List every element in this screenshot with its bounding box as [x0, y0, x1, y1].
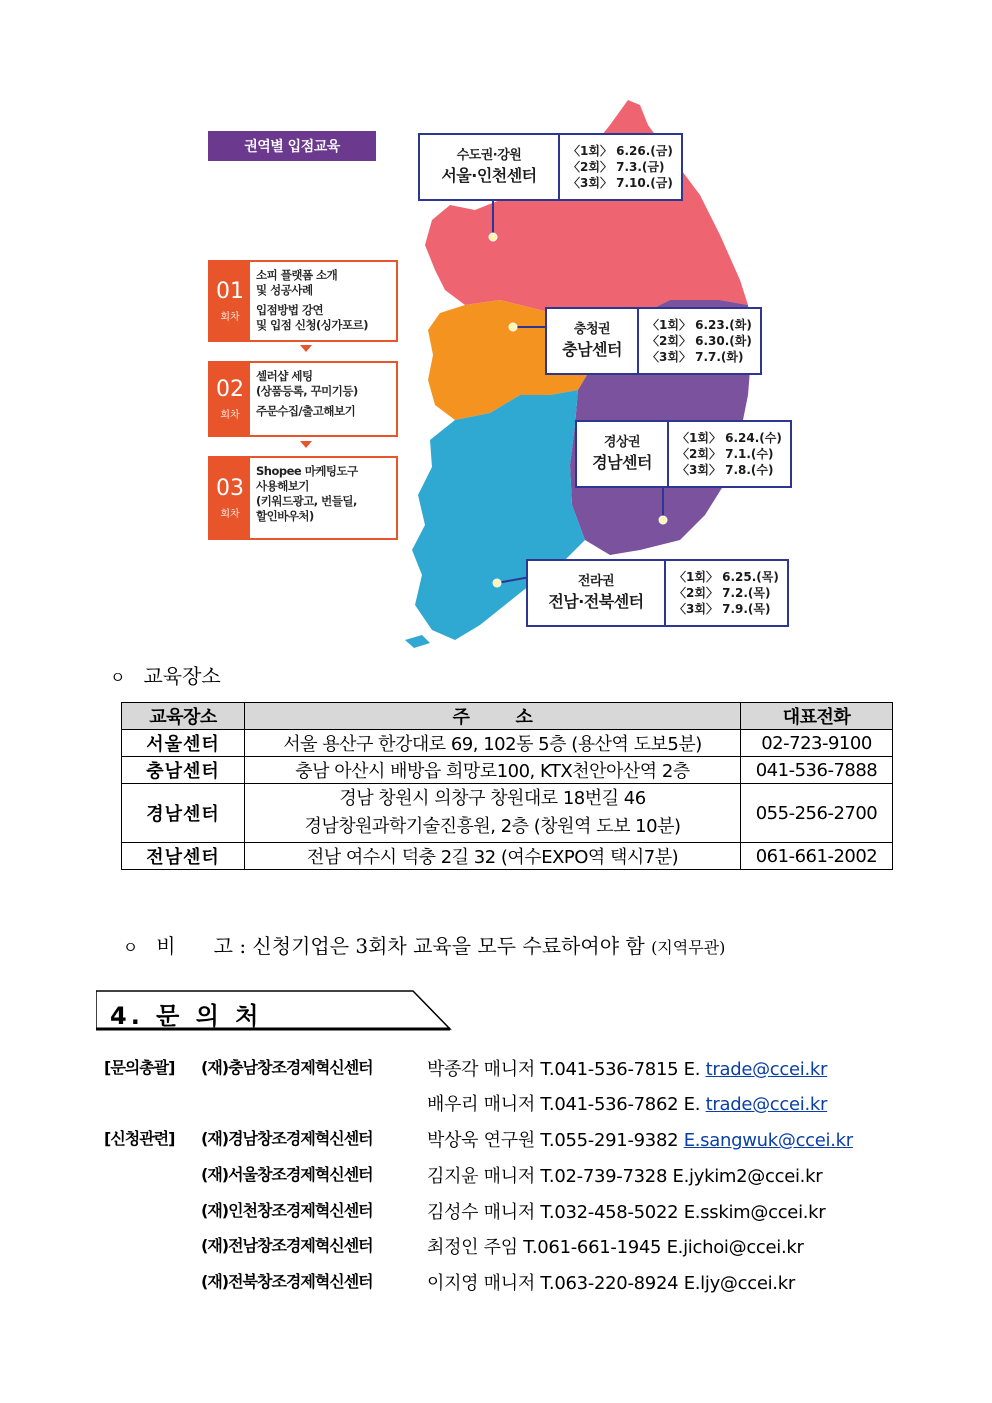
contact-row: 배우리 매니저 T.041-536-7862 E. trade@ccei.kr [427, 1094, 828, 1115]
contact-section-header [96, 990, 452, 1036]
arrow-down-icon [300, 441, 312, 448]
marker-seoul [489, 233, 497, 241]
arrow-down-icon [300, 345, 312, 352]
contact-row: (재)전남창조경제혁신센터 최정인 주임 T.061-661-1945 E.jichoi@ccei.kr [201, 1236, 804, 1258]
marker-gyeongnam [659, 516, 667, 524]
contact-row: [신청관련] (재)경남창조경제혁신센터 박상욱 연구원 T.055-291-9382 E.sangwuk@ccei.kr [104, 1129, 853, 1151]
email-text: E.ljy@ccei.kr [683, 1273, 795, 1294]
session-description: Shopee 마케팅도구 사용해보기 (키워드광고, 번들딜, 할인바우처) [256, 464, 358, 523]
regional-education-infographic [200, 95, 790, 650]
session-number: 02 회차 [210, 363, 250, 435]
bullet-icon: ㅇ [122, 938, 139, 957]
table-header-row: 교육장소 주 소 대표전화 [122, 703, 893, 730]
marker-jeonnam [493, 579, 501, 587]
remark-line: ㅇ 비 고 : 신청기업은 3회차 교육을 모두 수료하여야 함 (지역무관) [122, 934, 726, 958]
center-box-chungnam: 충청권 충남센터 〈1회〉 6.23.(화) 〈2회〉 6.30.(화) 〈3회〉 7.7.(화) [545, 307, 762, 375]
session-02 [208, 361, 398, 437]
center-box-gyeongnam: 경상권 경남센터 〈1회〉 6.24.(수) 〈2회〉 7.1.(수) 〈3회〉 7.8.(수) [575, 420, 792, 488]
email-text: E.sskim@ccei.kr [683, 1202, 826, 1223]
table-row: 충남센터 충남 아산시 배방읍 희망로100, KTX천안아산역 2층 041-536-7888 [122, 757, 893, 784]
marker-chungnam [509, 323, 517, 331]
center-box-jeonnam-jeonbuk: 전라권 전남·전북센터 〈1회〉 6.25.(목) 〈2회〉 7.2.(목) 〈3회〉 7.9.(목) [526, 559, 789, 627]
email-link[interactable]: trade@ccei.kr [705, 1094, 828, 1115]
center-box-seoul-incheon: 수도권·강원 서울·인천센터 〈1회〉 6.26.(금) 〈2회〉 7.3.(금) 〈3회〉 7.10.(금) [418, 133, 683, 201]
email-text: E.jichoi@ccei.kr [666, 1237, 804, 1258]
session-description: 셀러샵 세팅 (상품등록, 꾸미기등) 주문수집/출고해보기 [256, 369, 358, 418]
contact-row: (재)서울창조경제혁신센터 김지윤 매니저 T.02-739-7328 E.jykim2@ccei.kr [201, 1165, 823, 1187]
session-03 [208, 456, 398, 540]
venue-heading: ㅇ 교육장소 [110, 664, 221, 688]
session-number: 03 회차 [210, 458, 250, 538]
email-text: E.jykim2@ccei.kr [672, 1166, 823, 1187]
contact-row: (재)인천창조경제혁신센터 김성수 매니저 T.032-458-5022 E.sskim@ccei.kr [201, 1201, 826, 1223]
session-01 [208, 260, 398, 342]
session-number: 01 회차 [210, 262, 250, 340]
section-title: 4. 문 의 처 [110, 1002, 263, 1030]
session-description: 소피 플랫폼 소개 및 성공사례 입점방법 강연 및 입점 신청(싱가포르) [256, 268, 368, 332]
bullet-icon: ㅇ [110, 668, 126, 687]
contact-row: (재)전북창조경제혁신센터 이지영 매니저 T.063-220-8924 E.ljy@ccei.kr [201, 1272, 795, 1294]
table-row: 경남센터 경남 창원시 의창구 창원대로 18번길 46 경남창원과학기술진흥원, 2층 (창원역 도보 10분) 055-256-2700 [122, 784, 893, 843]
table-row: 서울센터 서울 용산구 한강대로 69, 102동 5층 (용산역 도보5분) 02-723-9100 [122, 730, 893, 757]
contact-row: [문의총괄] (재)충남창조경제혁신센터 박종각 매니저 T.041-536-7815 E. trade@ccei.kr [104, 1058, 828, 1080]
map-island [405, 635, 430, 648]
table-row: 전남센터 전남 여수시 덕충 2길 32 (여수EXPO역 택시7분) 061-661-2002 [122, 843, 893, 870]
regional-tag: 권역별 입점교육 [208, 131, 376, 161]
venue-table [121, 702, 893, 870]
email-link[interactable]: E.sangwuk@ccei.kr [683, 1130, 853, 1151]
email-link[interactable]: trade@ccei.kr [705, 1059, 828, 1080]
